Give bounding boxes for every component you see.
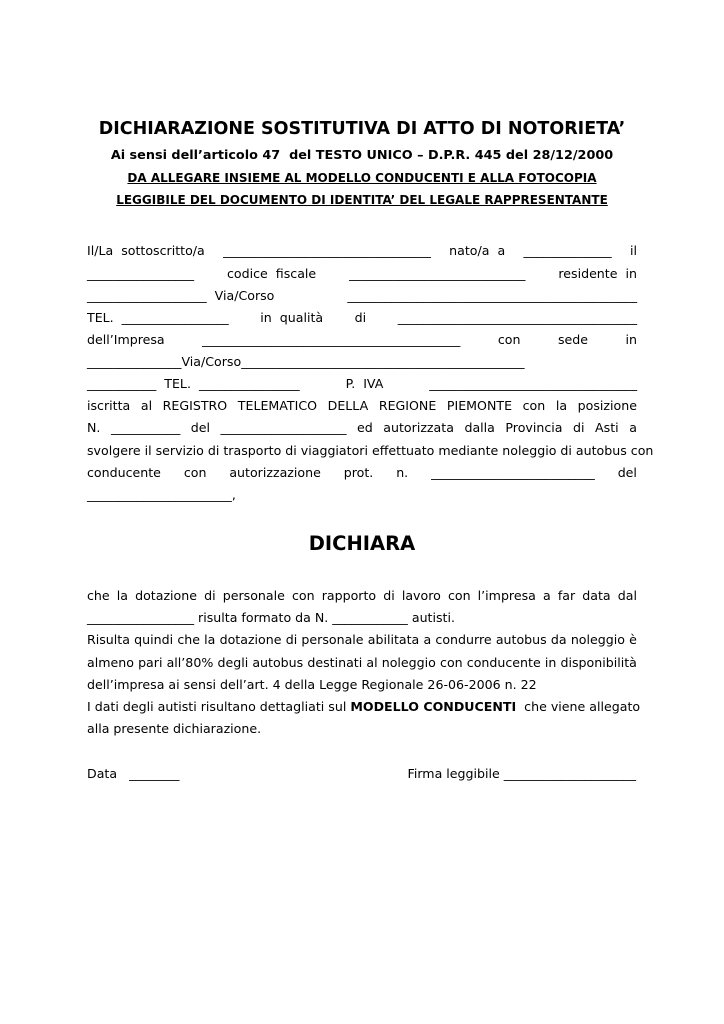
line-segment: REGISTRO bbox=[162, 398, 228, 413]
line-segment: con bbox=[447, 588, 471, 603]
date-field: Data ________ bbox=[87, 766, 180, 781]
line-segment: REGIONE bbox=[378, 398, 437, 413]
line-segment: far bbox=[557, 588, 576, 603]
line-segment: _________________________________________ bbox=[202, 332, 461, 347]
form-line bbox=[87, 354, 637, 370]
line-segment: pari bbox=[138, 655, 163, 670]
line-segment: N. bbox=[87, 420, 101, 435]
line-segment: con bbox=[497, 332, 521, 347]
line-segment: abilitata bbox=[367, 632, 420, 647]
line-segment: la bbox=[116, 588, 128, 603]
line-segment: personale bbox=[222, 588, 285, 603]
line-segment: ___________ TEL. ________________ bbox=[87, 376, 300, 391]
line-segment: noleggio bbox=[570, 632, 625, 647]
line-segment: Asti bbox=[595, 420, 619, 435]
line-segment: di bbox=[383, 588, 395, 603]
line-segment: residente in bbox=[558, 266, 637, 281]
line-segment: conducente bbox=[466, 655, 541, 670]
line-segment: ___________________ Via/Corso bbox=[87, 288, 275, 303]
form-line bbox=[87, 398, 637, 414]
form-line bbox=[87, 288, 637, 304]
line-segment: con bbox=[522, 398, 546, 413]
line-segment: che bbox=[87, 588, 110, 603]
line-segment: di bbox=[354, 310, 367, 325]
line-segment: Il/La sottoscritto/a bbox=[87, 243, 205, 258]
line-segment: di bbox=[285, 632, 298, 647]
body-line bbox=[87, 588, 637, 604]
form-line bbox=[87, 243, 637, 259]
line-segment: di bbox=[204, 588, 216, 603]
form-line bbox=[87, 376, 637, 392]
signature-field: Firma leggibile _____________________ bbox=[407, 766, 636, 781]
document-title: DICHIARAZIONE SOSTITUTIVA DI ATTO DI NOTORIETA’ bbox=[98, 119, 626, 139]
line-segment: disponibilità bbox=[560, 655, 637, 670]
line-segment: ______________ bbox=[523, 243, 612, 258]
line-segment: a bbox=[423, 632, 432, 647]
form-line bbox=[87, 332, 637, 348]
line-segment: quindi bbox=[134, 632, 174, 647]
line-segment: dotazione bbox=[219, 632, 282, 647]
legal-reference: Ai sensi dell’articolo 47 del TESTO UNICO – D.P.R. 445 del 28/12/2000 bbox=[110, 148, 614, 163]
line-segment: n. bbox=[396, 465, 409, 480]
line-segment: in qualità bbox=[260, 310, 324, 325]
line-segment: noleggio bbox=[381, 655, 436, 670]
line-segment: in bbox=[625, 332, 637, 347]
attachment-note-line-1: DA ALLEGARE INSIEME AL MODELLO CONDUCENTI E ALLA FOTOCOPIA bbox=[127, 171, 597, 185]
line-segment: il bbox=[629, 243, 637, 258]
line-segment: l’impresa bbox=[477, 588, 536, 603]
line-segment: lavoro bbox=[401, 588, 441, 603]
line-segment: autobus bbox=[495, 632, 547, 647]
line-segment: svolgere il servizio di trasporto di viaggiatori effettuato mediante noleggio di autobus con bbox=[87, 443, 654, 458]
body-line bbox=[87, 655, 637, 671]
line-segment: ____________________________ bbox=[349, 266, 526, 281]
line-segment: è bbox=[629, 632, 637, 647]
line-segment: condurre bbox=[435, 632, 492, 647]
line-segment: la bbox=[204, 632, 216, 647]
body-line bbox=[87, 610, 637, 626]
line-segment: in bbox=[544, 655, 557, 670]
line-segment: iscritta bbox=[87, 398, 131, 413]
line-segment: almeno bbox=[87, 655, 134, 670]
line-segment: TELEMATICO bbox=[237, 398, 318, 413]
line-segment: con bbox=[183, 465, 207, 480]
body-line bbox=[87, 632, 637, 648]
line-segment: degli bbox=[217, 655, 249, 670]
line-segment: PIEMONTE bbox=[446, 398, 513, 413]
line-segment: destinati bbox=[307, 655, 363, 670]
line-segment: da bbox=[550, 632, 567, 647]
line-segment: nato/a a bbox=[449, 243, 506, 258]
line-segment: ______________________________________ bbox=[397, 310, 637, 325]
form-line bbox=[87, 465, 637, 481]
line-segment: _______________________, bbox=[87, 487, 236, 502]
conducenti-line-start: I dati degli autisti risultano dettagliati sul bbox=[87, 699, 351, 714]
line-segment: conducente bbox=[87, 465, 161, 480]
form-line bbox=[87, 443, 654, 459]
line-segment: ___________ bbox=[110, 420, 181, 435]
form-line bbox=[87, 487, 637, 503]
line-segment: del bbox=[190, 420, 211, 435]
conducenti-line bbox=[87, 699, 640, 715]
line-segment: rapporto bbox=[321, 588, 377, 603]
line-segment: all’80% bbox=[166, 655, 214, 670]
form-line bbox=[87, 310, 637, 326]
line-segment: di bbox=[573, 420, 585, 435]
line-segment: Provincia bbox=[505, 420, 563, 435]
section-heading: DICHIARA bbox=[308, 532, 416, 555]
line-segment: ed bbox=[357, 420, 373, 435]
line-segment: __________________________ bbox=[431, 465, 595, 480]
form-line bbox=[87, 420, 637, 436]
line-segment: TEL. _________________ bbox=[87, 310, 229, 325]
line-segment: _______________Via/Corso_____________________________________________ bbox=[87, 354, 525, 369]
line-segment: Risulta bbox=[87, 632, 130, 647]
line-segment: dell’Impresa bbox=[87, 332, 165, 347]
line-segment: autorizzazione bbox=[229, 465, 321, 480]
line-segment: autobus bbox=[252, 655, 304, 670]
line-segment: _________________________________ bbox=[429, 376, 637, 391]
line-segment: con bbox=[440, 655, 463, 670]
line-segment: dalla bbox=[464, 420, 495, 435]
line-segment: ____________________ bbox=[220, 420, 347, 435]
attachment-note-line-2: LEGGIBILE DEL DOCUMENTO DI IDENTITA’ DEL LEGALE RAPPRESENTANTE bbox=[116, 193, 608, 207]
line-segment: la bbox=[555, 398, 568, 413]
line-segment: con bbox=[291, 588, 315, 603]
body-line bbox=[87, 677, 637, 693]
line-segment: _________________________________ bbox=[223, 243, 431, 258]
line-segment: del bbox=[617, 465, 637, 480]
line-segment: dotazione bbox=[135, 588, 197, 603]
line-segment: dell’impresa ai sensi dell’art. 4 della Legge Regionale 26-06-2006 n. 22 bbox=[87, 677, 537, 692]
line-segment: a bbox=[629, 420, 637, 435]
line-segment: a bbox=[542, 588, 551, 603]
line-segment: ______________________________________________ bbox=[347, 288, 637, 303]
line-segment: DELLA bbox=[327, 398, 369, 413]
line-segment: dal bbox=[617, 588, 637, 603]
form-line bbox=[87, 266, 637, 282]
closing-line: alla presente dichiarazione. bbox=[87, 721, 262, 736]
line-segment: sede bbox=[557, 332, 589, 347]
line-segment: posizione bbox=[577, 398, 637, 413]
line-segment: al bbox=[140, 398, 153, 413]
line-segment: prot. bbox=[343, 465, 374, 480]
line-segment: che bbox=[177, 632, 200, 647]
line-segment: _________________ risulta formato da N. ____________ autisti. bbox=[87, 610, 455, 625]
line-segment: data bbox=[582, 588, 611, 603]
conducenti-line-end: che viene allegato bbox=[516, 699, 641, 714]
line-segment: _________________ bbox=[87, 266, 195, 281]
line-segment: P. IVA bbox=[345, 376, 384, 391]
modello-conducenti-label: MODELLO CONDUCENTI bbox=[350, 699, 517, 714]
line-segment: personale bbox=[301, 632, 364, 647]
line-segment: codice fiscale bbox=[226, 266, 317, 281]
line-segment: al bbox=[366, 655, 378, 670]
line-segment: autorizzata bbox=[383, 420, 454, 435]
